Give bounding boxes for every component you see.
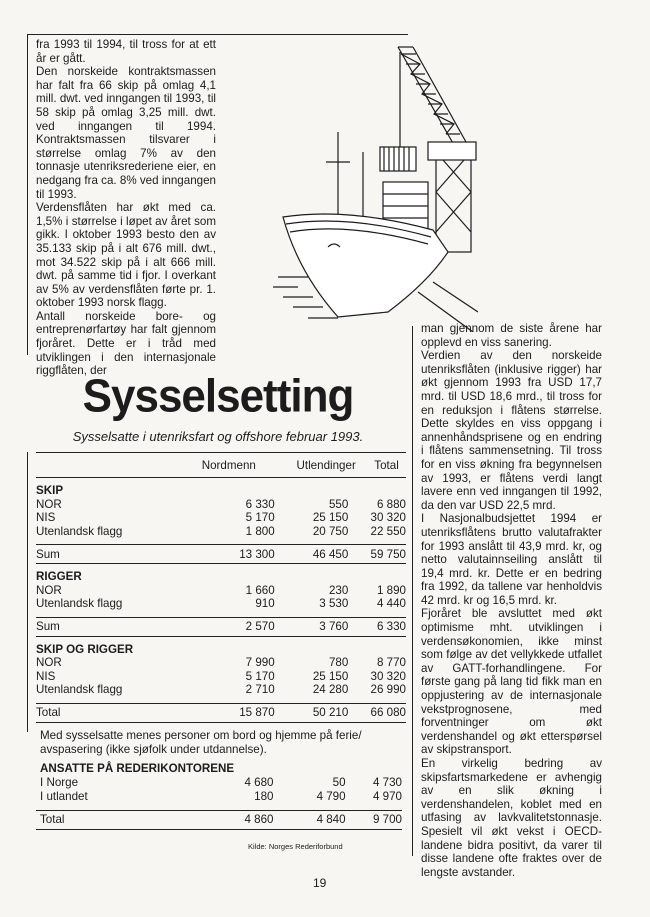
- left-paragraph-1: fra 1993 til 1994, til tross for at ett år er gått.: [36, 38, 216, 65]
- group-title-skip: SKIP: [36, 484, 64, 498]
- employment-table: [36, 452, 406, 723]
- table-row: I utlandet 180 4 790 4 970: [40, 790, 402, 803]
- headline: Sysselsetting: [82, 370, 354, 423]
- group-title-rigger: RIGGER: [36, 570, 82, 584]
- table-footnote: Med sysselsatte menes personer om bord og hjemme på ferie/ avspasering (ikke sjøfolk under utdannelse).: [40, 729, 362, 756]
- table-row: NOR 1 660 230 1 890: [36, 583, 406, 597]
- col-header-nordmenn: Nordmenn: [201, 458, 256, 472]
- right-paragraph-3: I Nasjonalbudsjettet 1994 er utenriksflåtens brutto valutafrakter for 1993 anslått til 43,9 mrd. kr, og netto valutainnseiling anslått til 19,4 mrd. kr. Dette er en bedring fra 1992, da tallene var henholdvis 42 mrd. kr og 16,5 mrd. kr.: [421, 512, 602, 607]
- left-paragraph-4: Antall norskeide bore- og entreprenørfartøy har falt gjennom fjoråret. Dette er i tråd med utviklingen i den internasjonale riggflåten, der: [36, 309, 216, 378]
- table-row: NOR 7 990 780 8 770: [36, 656, 406, 670]
- left-column: [36, 38, 216, 378]
- table-subtitle: Sysselsatte i utenriksfart og offshore februar 1993.: [72, 429, 364, 444]
- right-paragraph-4: Fjoråret ble avsluttet med økt optimisme mht. utviklingen i verdensøkonomien, ikke minst som følge av det vellykkede utfallet av GATT-forhandlingene. For første gang på lang tid fikk man en oppjustering av de internasjonale vekstprognosene, med forventninger om økt verdenshandel og økt etterspørsel av skipstransport.: [421, 607, 602, 757]
- sum-row-rigger: Sum 2 570 3 760 6 330: [36, 617, 406, 637]
- office-section-title: ANSATTE PÅ REDERIKONTORENE: [40, 762, 235, 775]
- left-paragraph-3: Verdensflåten har økt med ca. 1,5% i størrelse i løpet av året som gikk. I oktober 1993 besto den av 35.133 skip på i alt 676 mill. dwt., mot 34.522 skip på i alt 666 mill. dwt. på samme tid i fjor. I overkant av 5% av verdensflåten førte pr. 1. oktober 1993 norsk flagg.: [36, 201, 216, 310]
- table-note-block: [40, 729, 402, 830]
- col-header-utlendinger: Utlendinger: [296, 458, 356, 472]
- table-left-rule: [27, 452, 28, 732]
- total-row-skip-og-rigger: Total 15 870 50 210 66 080: [36, 703, 406, 723]
- sum-row-skip: Sum 13 300 46 450 59 750: [36, 544, 406, 564]
- table-source: Kilde: Norges Rederiforbund: [248, 842, 343, 851]
- group-title-skip-og-rigger: SKIP OG RIGGER: [36, 642, 134, 656]
- table-header-row: [36, 453, 406, 478]
- page-number: 19: [313, 876, 327, 890]
- total-row-office: Total 4 860 4 840 9 700: [36, 810, 402, 830]
- table-row: Utenlandsk flagg 1 800 20 750 22 550: [36, 524, 406, 538]
- table-row: Utenlandsk flagg 2 710 24 280 26 990: [36, 683, 406, 697]
- table-row: NOR 6 330 550 6 880: [36, 497, 406, 511]
- ship-crane-illustration: [268, 42, 478, 332]
- table-row: NIS 5 170 25 150 30 320: [36, 669, 406, 683]
- table-row: I Norge 4 680 50 4 730: [40, 776, 402, 789]
- right-paragraph-2: Verdien av den norskeide utenriksflåten (inklusive rigger) har økt gjennom 1993 fra USD 17,7 mrd. til USD 18,6 mrd., til tross for en reduksjon i flåtens størrelse. Dette skyldes en viss oppgang i annenhåndsprisene og en endring i flåtens sammensetning. Til tross for en viss økning fra begynnelsen av 1993, er flåtens verdi langt lavere enn ved inngangen til 1992, da den var USD 22,5 mrd.: [421, 349, 602, 512]
- col-header-total: Total: [374, 458, 399, 472]
- right-paragraph-5: En virkelig bedring av skipsfartsmarkedene er avhengig av en slik økning i verdenshandelen, koblet med en utfasing av lavkvalitetstonnasje. Spesielt vil økt vekst i OECD-landene bidra positivt, da varer til disse landene ofte fraktes over de lengste avstander.: [421, 757, 602, 879]
- right-column-rule: [412, 326, 413, 856]
- right-paragraph-1: man gjennom de siste årene har opplevd en viss sanering.: [421, 322, 602, 349]
- table-row: NIS 5 170 25 150 30 320: [36, 511, 406, 525]
- left-paragraph-2: Den norskeide kontraktsmassen har falt fra 66 skip på omlag 4,1 mill. dwt. ved inngangen til 1993, til 58 skip på omlag 3,25 mill. dwt. ved inngangen til 1994. Kontraktsmassen tilsvarer i størrelse omlag 7% av den tonnasje utenriksrederiene eier, en nedgang fra ca. 8% ved inngangen til 1993.: [36, 65, 216, 201]
- table-row: Utenlandsk flagg 910 3 530 4 440: [36, 597, 406, 611]
- right-column: [421, 322, 602, 879]
